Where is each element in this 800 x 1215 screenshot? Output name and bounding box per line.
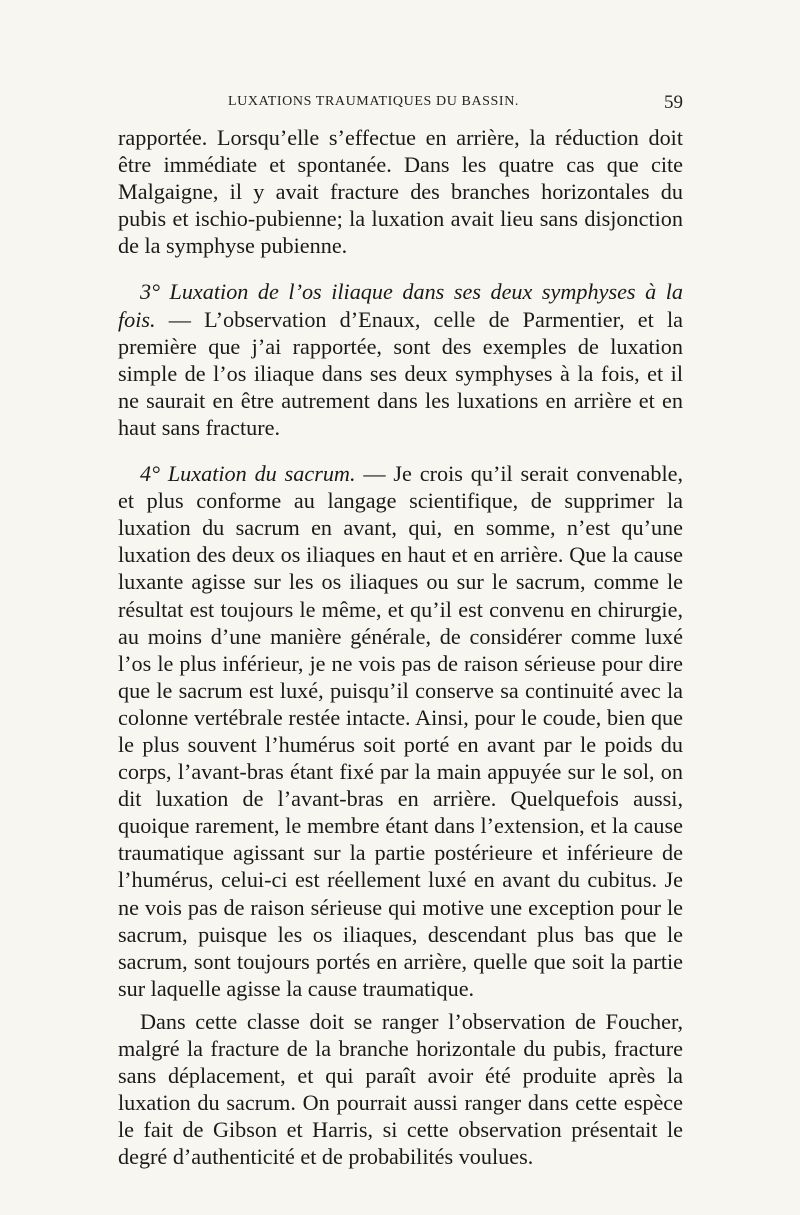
paragraph-text: Dans cette classe doit se ranger l’observation de Foucher, malgré la fracture de la branche horizontale du pubis, fracture sans déplacement, et qui paraît avoir été produite après la luxation du sacrum. On pourrait aussi ranger dans cette espèce le fait de Gibson et Harris, si cette observation présentait le degré d’authenticité et de probabilités voulues. xyxy=(118,1008,683,1170)
body-text xyxy=(118,124,683,1170)
section-heading-4: 4° Luxation du sacrum. xyxy=(140,461,356,487)
paragraph-section-4 xyxy=(118,460,683,1002)
paragraph-text: rapportée. Lorsqu’elle s’effectue en arrière, la réduction doit être immédiate et spontanée. Dans les quatre cas que cite Malgaigne, il y avait fracture des branches horizontales du pubis et ischio-pubienne; la luxation avait lieu sans disjonction de la symphyse pubienne. xyxy=(118,125,683,259)
paragraph-section-3 xyxy=(118,278,683,441)
running-title: LUXATIONS TRAUMATIQUES DU BASSIN. xyxy=(228,94,520,109)
section-heading-3: 3° Luxation de l’os iliaque dans ses deux symphyses à la fois. xyxy=(118,279,683,332)
page-number: 59 xyxy=(664,92,683,113)
running-header xyxy=(118,94,683,118)
paragraph-continuation xyxy=(118,124,683,259)
paragraph-text: — L’observation d’Enaux, celle de Parmentier, et la première que j’ai rapportée, sont des exemples de luxation simple de l’os iliaque dans ses deux symphyses à la fois, et il ne saurait en être autrement dans les luxations en arrière et en haut sans fracture. xyxy=(118,306,683,440)
paragraph-text: — Je crois qu’il serait convenable, et plus conforme au langage scientifique, de supprimer la luxation du sacrum en avant, qui, en somme, n’est qu’une luxation des deux os iliaques en haut et en arrière. Que la cause luxante agisse sur les os iliaques ou sur le sacrum, comme le résultat est toujours le même, et qu’il est convenu en chirurgie, au moins d’une manière générale, de considérer comme luxé l’os le plus inférieur, je ne vois pas de raison sérieuse pour dire que le sacrum est luxé, puisqu’il conserve sa continuité avec la colonne vertébrale restée intacte. Ainsi, pour le coude, bien que le plus souvent l’humérus soit porté en avant par le poids du corps, l’avant-bras étant fixé par la main appuyée sur le sol, on dit luxation de l’avant-bras en arrière. Quelquefois aussi, quoique rarement, le membre étant dans l’extension, et la cause traumatique agissant sur la partie postérieure et inférieure de l’humérus, celui-ci est réellement luxé en avant du cubitus. Je ne vois pas de raison sérieuse qui motive une exception pour le sacrum, puisque les os iliaques, descendant plus bas que le sacrum, sont toujours portés en arrière, quelle que soit la partie sur laquelle agisse la cause traumatique. xyxy=(118,461,684,1001)
paragraph-foucher xyxy=(118,1008,683,1171)
